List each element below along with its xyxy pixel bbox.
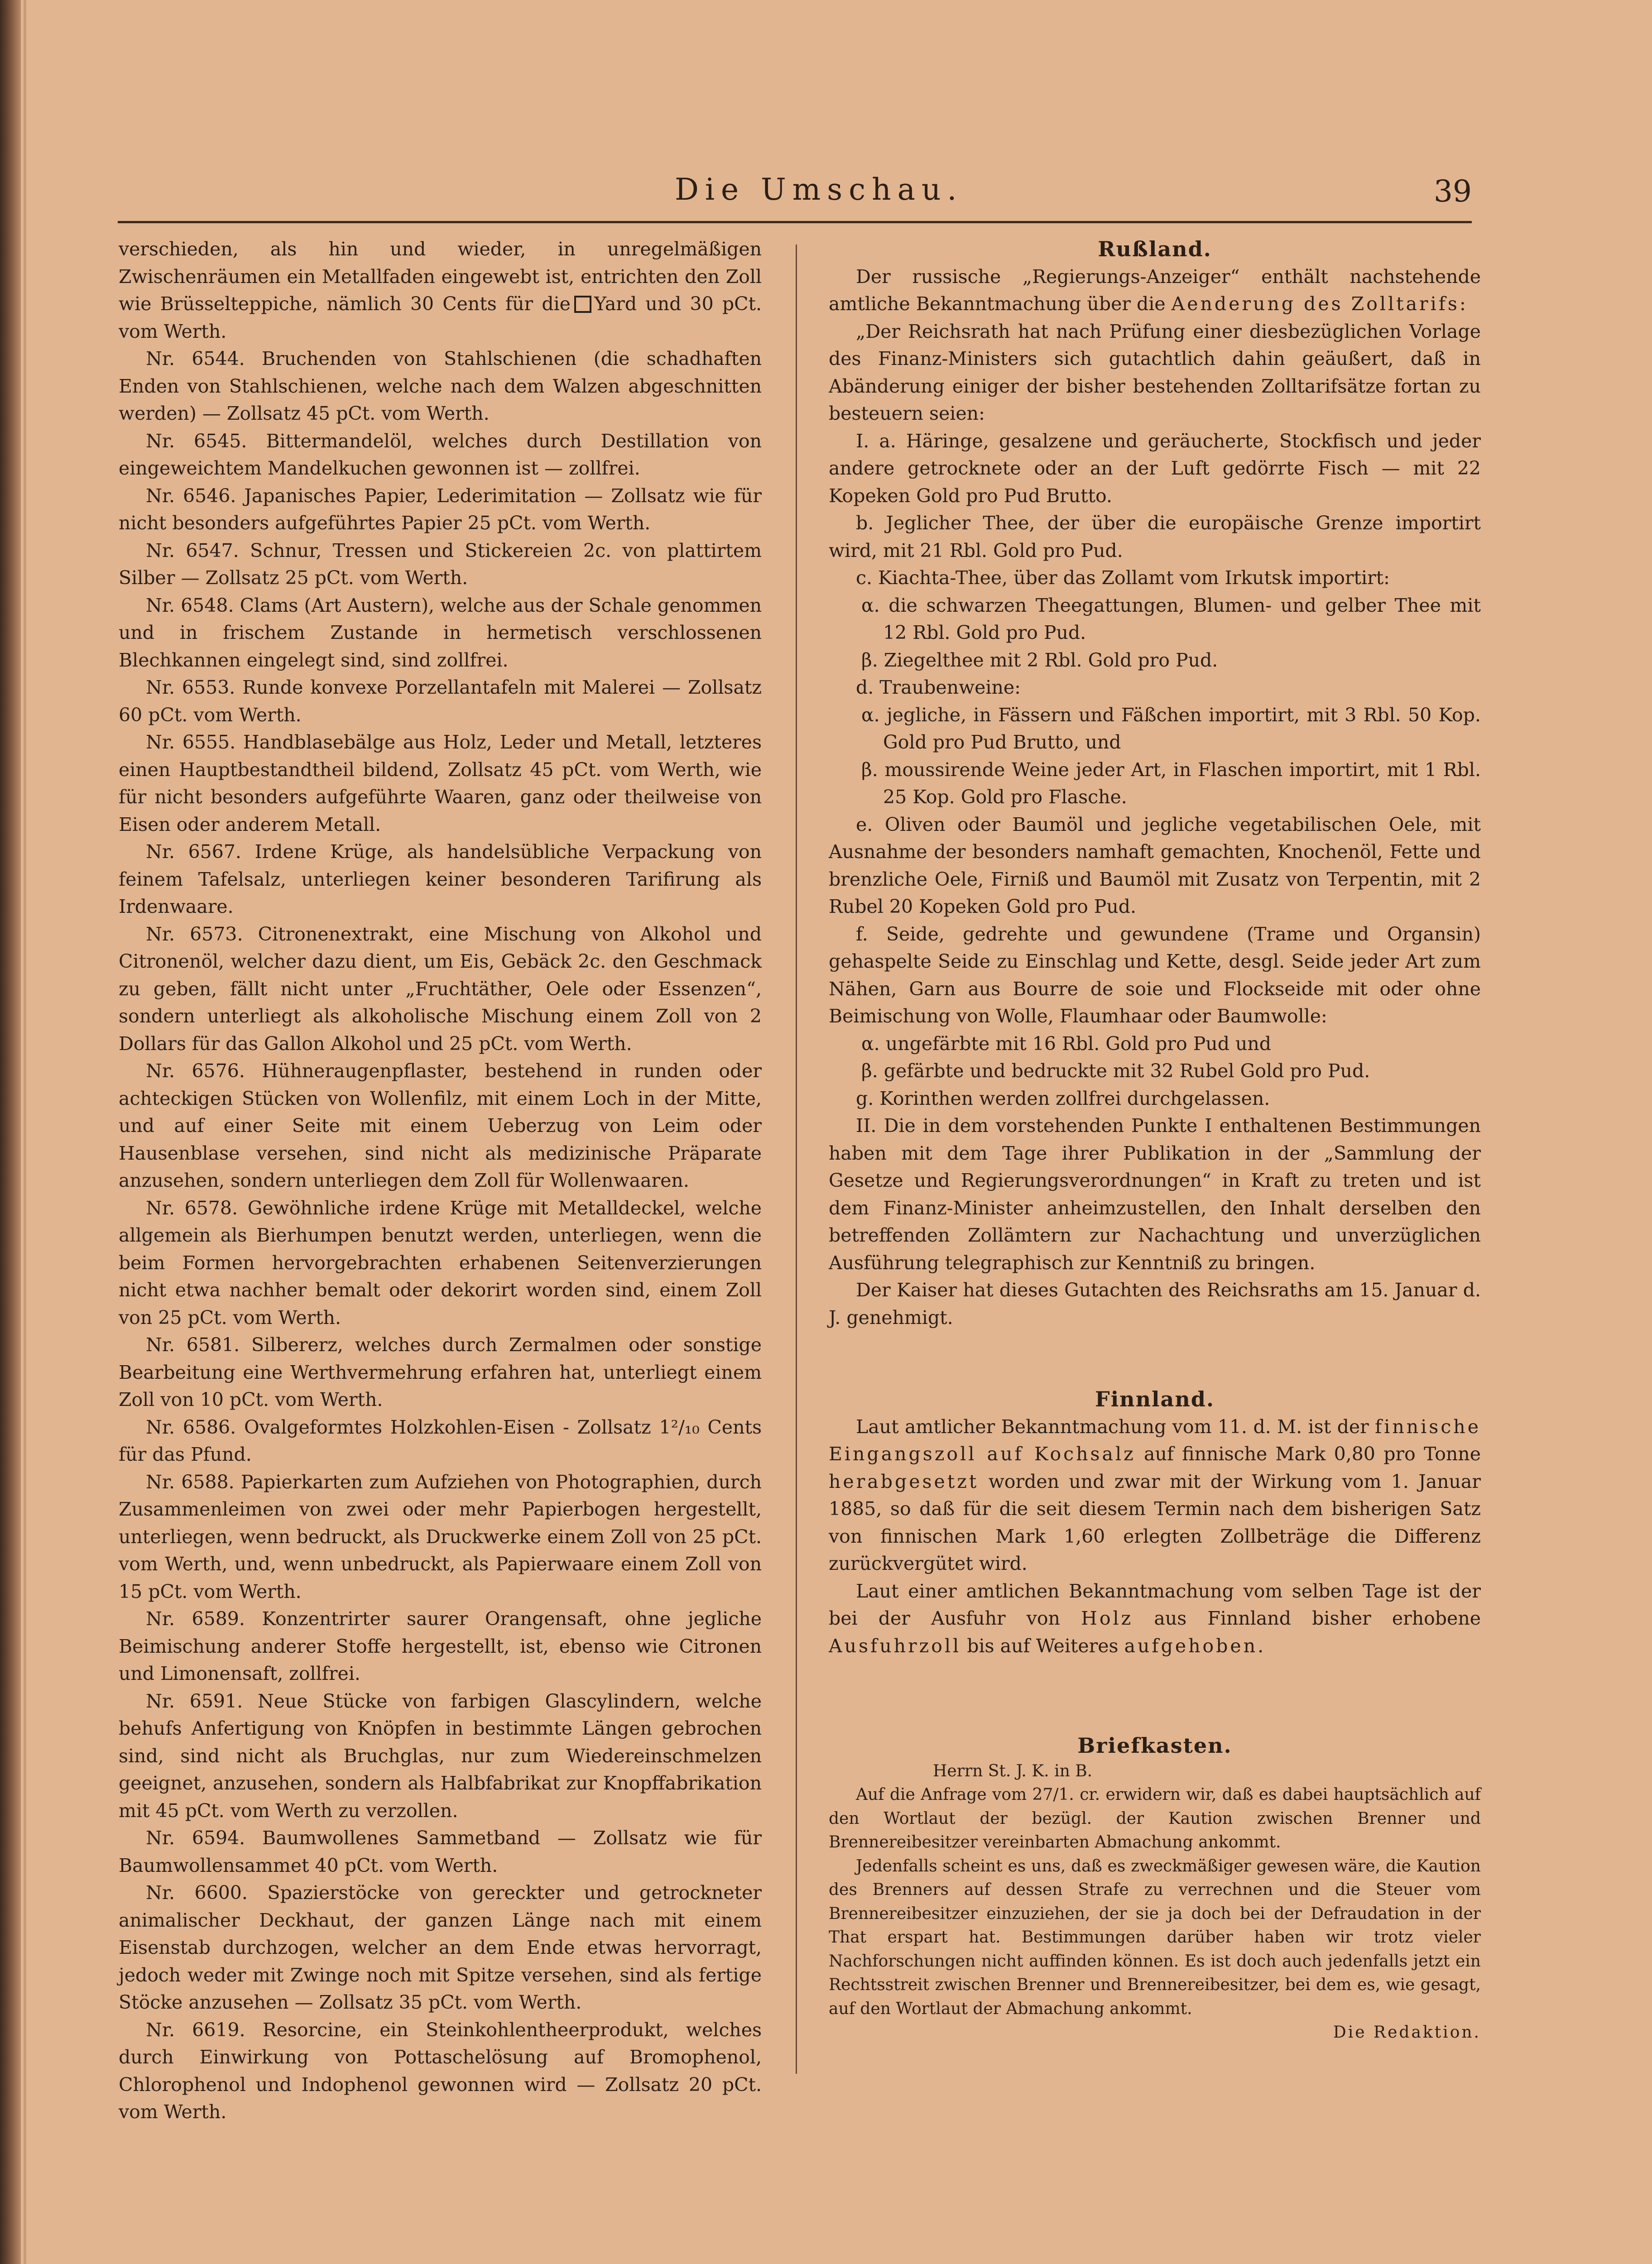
russland-item: f. Seide, gedrehte und gewundene (Trame und Organsin) gehaspelte Seide zu Einschlag und Kette, desgl. Seide jeder Art zum Nähen, Garn aus Bourre de soie und Flockseide mit oder ohne Beimischung von Wolle, Flaumhaar oder Baumwolle: bbox=[829, 923, 1481, 1027]
column-divider bbox=[796, 245, 797, 2074]
emphasis-spaced: Ausfuhrzoll bbox=[829, 1635, 961, 1657]
tariff-entry: Nr. 6545. Bittermandelöl, welches durch Destillation von eingeweichtem Mandelkuchen gewonnen ist — zollfrei. bbox=[119, 430, 762, 479]
emphasis-spaced: Aenderung des Zolltarifs: bbox=[1171, 293, 1468, 315]
russland-item: b. Jeglicher Thee, der über die europäische Grenze importirt wird, mit 21 Rbl. Gold pro Pud. bbox=[829, 512, 1481, 561]
tariff-entry: Nr. 6573. Citronenextrakt, eine Mischung von Alkohol und Citronenöl, welcher dazu dient, um Eis, Gebäck 2c. den Geschmack zu geben, fällt nicht unter „Fruchtäther, Oele oder Essenzen“, sondern unterliegt als alkoholische Mischung einem Zoll von 2 Dollars für das Gallon Alkohol und 25 pCt. vom Werth. bbox=[119, 923, 762, 1055]
tariff-entry: Nr. 6567. Irdene Krüge, als handelsübliche Verpackung von feinem Tafelsalz, unterliegen keiner besonderen Tarifirung als Irdenwaare. bbox=[119, 841, 762, 917]
left-column bbox=[119, 235, 762, 2126]
briefkasten-signature: Die Redaktion. bbox=[1333, 2023, 1481, 2042]
emphasis-spaced: Holz bbox=[1081, 1607, 1133, 1629]
emphasis-spaced: herabgesetzt bbox=[829, 1470, 979, 1492]
binding-stripe bbox=[24, 0, 26, 2264]
russland-subitem: β. gefärbte und bedruckte mit 32 Rubel Gold pro Pud. bbox=[861, 1060, 1370, 1082]
tariff-entry: Nr. 6578. Gewöhnliche irdene Krüge mit Metalldeckel, welche allgemein als Bierhumpen benutzt werden, unterliegen, wenn die beim Formen hervorgebrachten erhabenen Seitenverzierungen nicht etwa nachher bemalt oder dekorirt worden sind, einem Zoll von 25 pCt. vom Werth. bbox=[119, 1197, 762, 1329]
page-number: 39 bbox=[1434, 174, 1472, 209]
square-symbol-icon bbox=[574, 296, 591, 313]
tariff-entry: Nr. 6589. Konzentrirter saurer Orangensaft, ohne jegliche Beimischung anderer Stoffe hergestellt, ist, ebenso wie Citronen und Limonensaft, zollfrei. bbox=[119, 1608, 762, 1684]
briefkasten-paragraph: Auf die Anfrage vom 27/1. cr. erwidern wir, daß es dabei hauptsächlich auf den Wortlaut der bezügl. der Kaution zwischen Brenner und Brennereibesitzer vereinbarten Abmachung ankommt. bbox=[829, 1785, 1481, 1851]
russland-closing: Der Kaiser hat dieses Gutachten des Reichsraths am 15. Januar d. J. genehmigt. bbox=[829, 1279, 1481, 1329]
briefkasten-paragraph: Jedenfalls scheint es uns, daß es zweckmäßiger gewesen wäre, die Kaution des Brenners auf dessen Strafe zu verrechnen und die Steuer vom Brennereibesitzer einzuziehen, der sie ja doch bei der Defraudation in der That erspart hat. Bestimmungen darüber haben wir trotz vieler Nachforschungen nicht auffinden können. Es ist doch auch jedenfalls jetzt ein Rechtsstreit zwischen Brenner und Brennereibesitzer, bei dem es, wie gesagt, auf den Wortlaut der Abmachung ankommt. bbox=[829, 1856, 1481, 2018]
tariff-entry: Nr. 6619. Resorcine, ein Steinkohlentheerprodukt, welches durch Einwirkung von Pottaschelösung auf Bromophenol, Chlorophenol und Indophenol gewonnen wird — Zollsatz 20 pCt. vom Werth. bbox=[119, 2019, 762, 2123]
header-rule bbox=[118, 221, 1472, 223]
tariff-entry: Nr. 6594. Baumwollenes Sammetband — Zollsatz wie für Baumwollensammet 40 pCt. vom Werth. bbox=[119, 1827, 762, 1876]
russland-subitem: α. ungefärbte mit 16 Rbl. Gold pro Pud und bbox=[861, 1032, 1272, 1055]
section-title-briefkasten: Briefkasten. bbox=[1077, 1733, 1232, 1758]
russland-item: I. a. Häringe, gesalzene und geräucherte, Stockfisch und jeder andere getrocknete oder an der Luft gedörrte Fisch — mit 22 Kopeken Gold pro Pud Brutto. bbox=[829, 430, 1481, 507]
book-binding-edge bbox=[0, 0, 21, 2264]
tariff-entry: Nr. 6553. Runde konvexe Porzellantafeln mit Malerei — Zollsatz 60 pCt. vom Werth. bbox=[119, 676, 762, 726]
page-header bbox=[113, 172, 1472, 226]
russland-item: d. Traubenweine: bbox=[856, 676, 1021, 698]
paragraph-continuation: verschieden, als hin und wieder, in unregelmäßigen Zwischenräumen ein Metallfaden eingewebt ist, entrichten den Zoll wie Brüsselteppiche, nämlich 30 Cents für die Yard und 30 pCt. vom Werth. bbox=[119, 238, 762, 342]
tariff-entry: Nr. 6547. Schnur, Tressen und Stickereien 2c. von plattirtem Silber — Zollsatz 25 pCt. vom Werth. bbox=[119, 539, 762, 589]
russland-intro: Der russische „Regierungs-Anzeiger“ enthält nachstehende amtliche Bekanntmachung über die Aenderung des Zolltarifs: bbox=[829, 265, 1481, 315]
finnland-paragraph: Laut einer amtlichen Bekanntmachung vom selben Tage ist der bei der Ausfuhr von Holz aus Finnland bisher erhobene Ausfuhrzoll bis auf Weiteres aufgehoben. bbox=[829, 1580, 1481, 1657]
russland-subitem: β. moussirende Weine jeder Art, in Flaschen importirt, mit 1 Rbl. 25 Kop. Gold pro Flasche. bbox=[861, 758, 1481, 808]
emphasis-spaced: aufgehoben. bbox=[1124, 1635, 1266, 1657]
russland-subitem: α. die schwarzen Theegattungen, Blumen- und gelber Thee mit 12 Rbl. Gold pro Pud. bbox=[861, 594, 1481, 643]
tariff-entry: Nr. 6600. Spazierstöcke von gereckter und getrockneter animalischer Deckhaut, der ganzen Länge nach mit einem Eisenstab durchzogen, welcher an dem Ende etwas hervorragt, jedoch weder mit Zwinge noch mit Spitze versehen, sind als fertige Stöcke anzusehen — Zollsatz 35 pCt. vom Werth. bbox=[119, 1882, 762, 2013]
russland-quote: „Der Reichsrath hat nach Prüfung einer diesbezüglichen Vorlage des Finanz-Ministers sich gutachtlich dahin geäußert, daß in Abänderung einiger der bisher bestehenden Zolltarifsätze fortan zu besteuern seien: bbox=[829, 320, 1481, 424]
tariff-entry: Nr. 6544. Bruchenden von Stahlschienen (die schadhaften Enden von Stahlschienen, welche nach dem Walzen abgeschnitten werden) — Zollsatz 45 pCt. vom Werth. bbox=[119, 348, 762, 424]
tariff-entry: Nr. 6588. Papierkarten zum Aufziehen von Photographien, durch Zusammenleimen von zwei oder mehr Papierbogen hergestellt, unterliegen, wenn bedruckt, als Druckwerke einem Zoll von 25 pCt. vom Werth, und, wenn unbedruckt, als Papierwaare einem Zoll von 15 pCt. vom Werth. bbox=[119, 1471, 762, 1602]
russland-item: II. Die in dem vorstehenden Punkte I enthaltenen Bestimmungen haben mit dem Tage ihrer Publikation in der „Sammlung der Gesetze und Regierungsverordnungen“ in Kraft zu treten und ist dem Finanz-Minister anheimzustellen, den Inhalt derselben den betreffenden Zollämtern zur Nachachtung und unverzüglichen Ausführung telegraphisch zur Kenntniß zu bringen. bbox=[829, 1115, 1481, 1274]
section-title-finnland: Finnland. bbox=[1095, 1387, 1215, 1411]
russland-item: e. Oliven oder Baumöl und jegliche vegetabilischen Oele, mit Ausnahme der besonders namhaft gemachten, Knochenöl, Fette und brenzliche Oele, Firniß und Baumöl mit Zusatz von Terpentin, mit 2 Rubel 20 Kopeken Gold pro Pud. bbox=[829, 813, 1481, 917]
tariff-entry: Nr. 6586. Ovalgeformtes Holzkohlen-Eisen - Zollsatz 1²/₁₀ Cents für das Pfund. bbox=[119, 1416, 762, 1465]
finnland-paragraph: Laut amtlicher Bekanntmachung vom 11. d. M. ist der finnische Eingangszoll auf Kochsalz auf finnische Mark 0,80 pro Tonne herabgesetzt worden und zwar mit der Wirkung vom 1. Januar 1885, so daß für die seit diesem Termin nach dem bisherigen Satz von finnischen Mark 1,60 erlegten Zollbeträge die Differenz zurückvergütet wird. bbox=[829, 1415, 1481, 1574]
tariff-entry: Nr. 6581. Silbererz, welches durch Zermalmen oder sonstige Bearbeitung eine Werthvermehrung erfahren hat, unterliegt einem Zoll von 10 pCt. vom Werth. bbox=[119, 1334, 762, 1410]
tariff-entry: Nr. 6576. Hühneraugenpflaster, bestehend in runden oder achteckigen Stücken von Wollenfilz, mit einem Loch in der Mitte, und auf einer Seite mit einem Ueberzug von Leim oder Hausenblase versehen, sind nicht als medizinische Präparate anzusehen, sondern unterliegen dem Zoll für Wollenwaaren. bbox=[119, 1060, 762, 1191]
russland-subitem: α. jegliche, in Fässern und Fäßchen importirt, mit 3 Rbl. 50 Kop. Gold pro Pud Brutto, und bbox=[861, 704, 1481, 753]
tariff-entry: Nr. 6555. Handblasebälge aus Holz, Leder und Metall, letzteres einen Hauptbestandtheil bildend, Zollsatz 45 pCt. vom Werth, wie für nicht besonders aufgeführte Waaren, ganz oder theilweise von Eisen oder anderem Metall. bbox=[119, 731, 762, 835]
tariff-entry: Nr. 6591. Neue Stücke von farbigen Glascylindern, welche behufs Anfertigung von Knöpfen in bestimmte Längen gebrochen sind, sind nicht als Bruchglas, nur zum Wiedereinschmelzen geeignet, anzusehen, sondern als Halbfabrikat zur Knopffabrikation mit 45 pCt. vom Werth zu verzollen. bbox=[119, 1690, 762, 1822]
emphasis-spaced: finnische Eingangszoll auf Kochsalz bbox=[829, 1415, 1481, 1465]
russland-item: c. Kiachta-Thee, über das Zollamt vom Irkutsk importirt: bbox=[856, 567, 1390, 589]
tariff-entry: Nr. 6546. Japanisches Papier, Lederimitation — Zollsatz wie für nicht besonders aufgeführtes Papier 25 pCt. vom Werth. bbox=[119, 484, 762, 534]
tariff-entry: Nr. 6548. Clams (Art Austern), welche aus der Schale genommen und in frischem Zustande in hermetisch verschlossenen Blechkannen eingelegt sind, sind zollfrei. bbox=[119, 594, 762, 671]
russland-subitem: β. Ziegelthee mit 2 Rbl. Gold pro Pud. bbox=[861, 649, 1218, 671]
russland-item: g. Korinthen werden zollfrei durchgelassen. bbox=[856, 1087, 1270, 1109]
running-title: Die Umschau. bbox=[675, 172, 963, 207]
briefkasten-addressee: Herrn St. J. K. in B. bbox=[933, 1761, 1093, 1780]
section-title-russland: Rußland. bbox=[1098, 237, 1212, 261]
right-column bbox=[829, 235, 1481, 2045]
